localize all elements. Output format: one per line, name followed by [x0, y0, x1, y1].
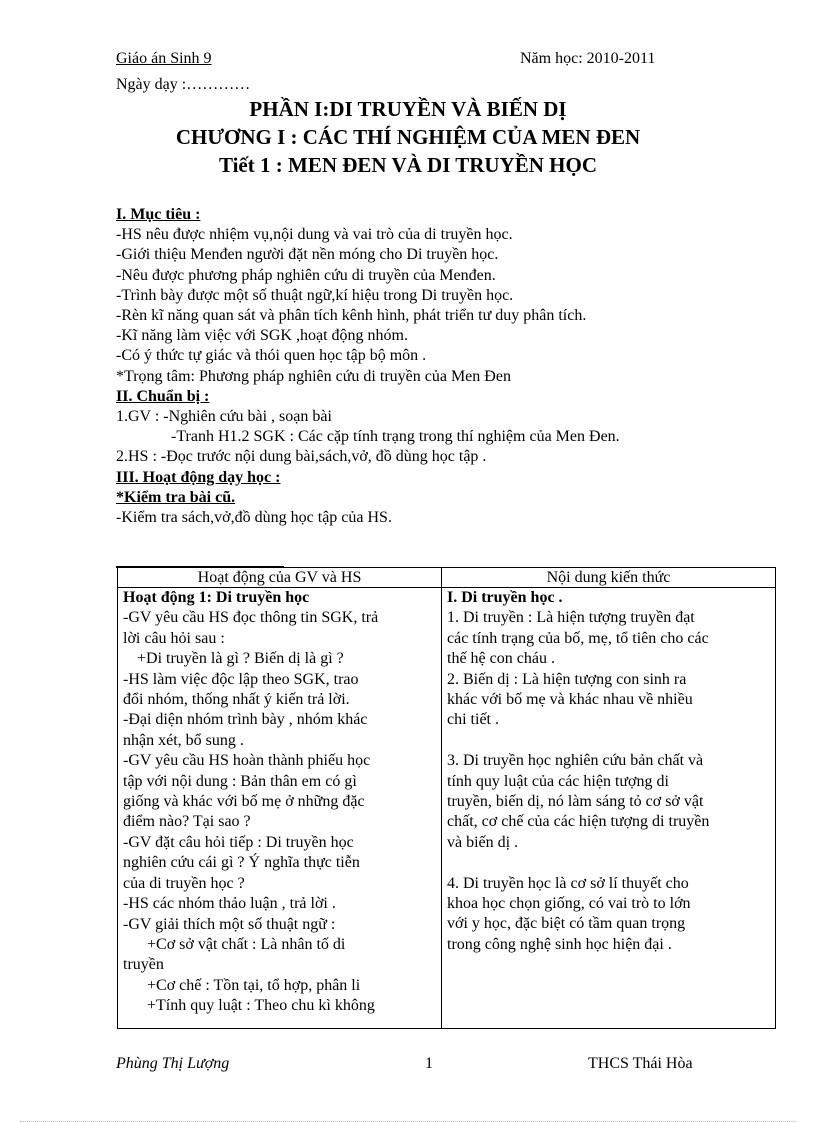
page-bottom-divider	[20, 1121, 796, 1122]
activity-line: tập với nội dung : Bản thân em có gì	[123, 772, 357, 790]
content-cell	[442, 588, 776, 1029]
preparation-hs: 2.HS : -Đọc trước nội dung bài,sách,vở, đồ dùng học tập .	[116, 448, 487, 466]
table-row	[118, 588, 776, 1029]
activity-line: +Tính quy luật : Theo chu kì không	[147, 997, 375, 1015]
activity-line: -Đại diện nhóm trình bày , nhóm khác	[123, 711, 368, 729]
content-line: trong công nghệ sinh học hiện đại .	[447, 935, 672, 953]
activity-line: -GV yêu cầu HS đọc thông tin SGK, trả	[123, 609, 379, 627]
content-line: 4. Di truyền học là cơ sở lí thuyết cho	[447, 874, 689, 892]
content-title: I. Di truyền học .	[447, 589, 563, 606]
activity-line: +Cơ sở vật chất : Là nhân tố di	[147, 935, 346, 953]
col-activities-header: Hoạt động của GV và HS	[118, 568, 442, 588]
footer-school: THCS Thái Hòa	[588, 1055, 693, 1072]
content-line: 1. Di truyền : Là hiện tượng truyền đạt	[447, 609, 695, 627]
content-line: chất, cơ chế của các hiện tượng di truyền	[447, 813, 710, 831]
col-content-header: Nội dung kiến thức	[442, 568, 776, 588]
lesson-body	[116, 205, 716, 528]
objective-item: -Giới thiệu Menđen người đặt nền móng cho Di truyền học.	[116, 246, 499, 264]
content-line: và biến dị .	[447, 833, 519, 851]
objectives-heading: I. Mục tiêu :	[116, 206, 201, 223]
activity-line: -GV đặt câu hỏi tiếp : Di truyền học	[123, 833, 354, 851]
content-line: 3. Di truyền học nghiên cứu bản chất và	[447, 752, 704, 770]
activity-line: truyền	[123, 956, 164, 974]
activity-line: -HS các nhóm thảo luận , trả lời .	[123, 895, 336, 913]
activity-line: +Cơ chế : Tồn tại, tổ hợp, phân li	[147, 976, 361, 994]
activity-title: Hoạt động 1: Di truyền học	[123, 589, 310, 606]
content-line: thế hệ con cháu .	[447, 650, 555, 668]
preparation-heading: II. Chuẩn bị :	[116, 387, 210, 405]
objective-item: -HS nêu được nhiệm vụ,nội dung và vai trò của di truyền học.	[116, 226, 513, 244]
activity-line: +Di truyền là gì ? Biến dị là gì ?	[137, 650, 344, 668]
lesson-title	[0, 153, 816, 178]
content-line: tính quy luật của các hiện tượng di	[447, 772, 669, 790]
activity-line: đổi nhóm, thống nhất ý kiến trả lời.	[123, 691, 350, 709]
lesson-table	[117, 567, 776, 1029]
content-line: các tính trạng của bố, mẹ, tổ tiên cho các	[447, 629, 709, 647]
activity-line: nghiên cứu cái gì ? Ý nghĩa thực tiễn	[123, 854, 360, 872]
lesson-name: MEN ĐEN VÀ DI TRUYỀN HỌC	[288, 153, 598, 177]
teaching-date: Ngày dạy :…………	[116, 76, 251, 93]
doc-header-year: Năm học: 2010-2011	[520, 50, 656, 67]
lesson-prefix: Tiết 1 :	[218, 153, 283, 177]
activity-line: giống và khác với bố mẹ ở những đặc	[123, 793, 365, 811]
activity-line: -HS làm việc độc lập theo SGK, trao	[123, 670, 359, 688]
part-title: PHẦN I:DI TRUYỀN VÀ BIẾN DỊ	[249, 97, 567, 121]
content-line: truyền, biến dị, nó làm sáng tỏ cơ sở vật	[447, 793, 704, 811]
content-line: khác với bố mẹ và khác nhau về nhiều	[447, 691, 693, 709]
check-heading: *Kiểm tra bài cũ.	[116, 488, 236, 506]
table-header-row	[118, 568, 776, 588]
objective-item: -Trình bày được một số thuật ngữ,kí hiệu trong Di truyền học.	[116, 286, 514, 304]
chapter-title: CHƯƠNG I : CÁC THÍ NGHIỆM CỦA MEN ĐEN	[175, 125, 641, 149]
content-line: với y học, đặc biệt có tầm quan trọng	[447, 915, 686, 933]
activities-cell	[118, 588, 442, 1029]
activity-line: -GV giải thích một số thuật ngữ :	[123, 915, 336, 933]
activity-line: điểm nào? Tại sao ?	[123, 813, 251, 831]
objective-item: -Có ý thức tự giác và thói quen học tập bộ môn .	[116, 347, 427, 365]
focus-item: *Trọng tâm: Phương pháp nghiên cứu di truyền của Men Đen	[116, 367, 511, 385]
objective-item: -Kĩ năng làm việc với SGK ,hoạt động nhóm.	[116, 327, 408, 345]
spacer	[447, 731, 770, 751]
activity-line: của di truyền học ?	[123, 874, 245, 892]
activities-heading: III. Hoạt động dạy học :	[116, 468, 281, 486]
check-item: -Kiểm tra sách,vở,đồ dùng học tập của HS.	[116, 509, 392, 527]
preparation-gv-materials: -Tranh H1.2 SGK : Các cặp tính trạng trong thí nghiệm của Men Đen.	[171, 428, 620, 446]
content-line: khoa học chọn giống, có vai trò to lớn	[447, 895, 691, 913]
footer-page-number: 1	[425, 1055, 433, 1072]
content-line: 2. Biến dị : Là hiện tượng con sinh ra	[447, 670, 687, 688]
activity-line: lời câu hỏi sau :	[123, 629, 225, 647]
activity-line: -GV yêu cầu HS hoàn thành phiếu học	[123, 752, 371, 770]
activity-line: nhận xét, bổ sung .	[123, 731, 244, 749]
footer-author: Phùng Thị Lượng	[116, 1055, 230, 1072]
preparation-gv: 1.GV : -Nghiên cứu bài , soạn bài	[116, 408, 332, 426]
content-line: chi tiết .	[447, 711, 499, 729]
objective-item: -Rèn kĩ năng quan sát và phân tích kênh hình, phát triển tư duy phân tích.	[116, 307, 587, 325]
spacer	[447, 853, 770, 873]
objective-item: -Nêu được phương pháp nghiên cứu di truyền của Menđen.	[116, 266, 496, 284]
doc-header-subject: Giáo án Sinh 9	[116, 50, 212, 67]
